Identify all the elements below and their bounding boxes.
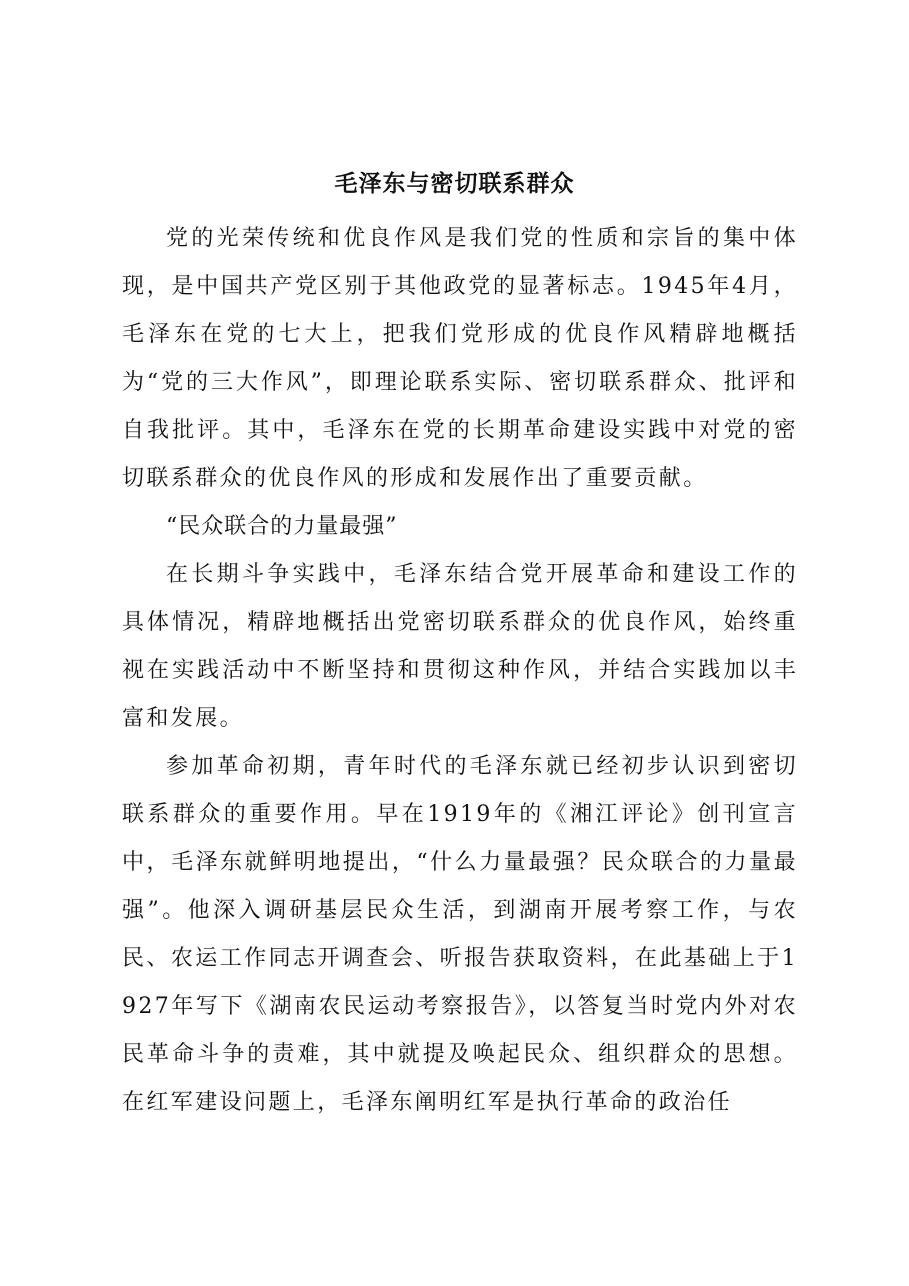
section-paragraph-2: 参加革命初期，青年时代的毛泽东就已经初步认识到密切联系群众的重要作用。早在1919年的《湘江评论》创刊宣言中，毛泽东就鲜明地提出，“什么力量最强？民众联合的力量最强”。他深入调研基层民众生活，到湖南开展考察工作，与农民、农运工作同志开调查会、听报告获取资料，在此基础上于1927年写下《湖南农民运动考察报告》，以答复当时党内外对农民革命斗争的责难，其中就提及唤起民众、组织群众的思想。在红军建设问题上，毛泽东阐明红军是执行革命的政治任 — [122, 754, 798, 1115]
document-body — [122, 215, 798, 1127]
document-title: 毛泽东与密切联系群众 — [334, 170, 575, 197]
intro-paragraph: 党的光荣传统和优良作风是我们党的性质和宗旨的集中体现，是中国共产党区别于其他政党的显著标志。1945年4月，毛泽东在党的七大上，把我们党形成的优良作风精辟地概括为“党的三大作风”，即理论联系实际、密切联系群众、批评和自我批评。其中，毛泽东在党的长期革命建设实践中对党的密切联系群众的优良作风的形成和发展作出了重要贡献。 — [122, 226, 798, 491]
section-heading: “民众联合的力量最强” — [166, 514, 398, 539]
section-paragraph-1: 在长期斗争实践中，毛泽东结合党开展革命和建设工作的具体情况，精辟地概括出党密切联系群众的优良作风，始终重视在实践活动中不断坚持和贯彻这种作风，并结合实践加以丰富和发展。 — [122, 562, 798, 731]
